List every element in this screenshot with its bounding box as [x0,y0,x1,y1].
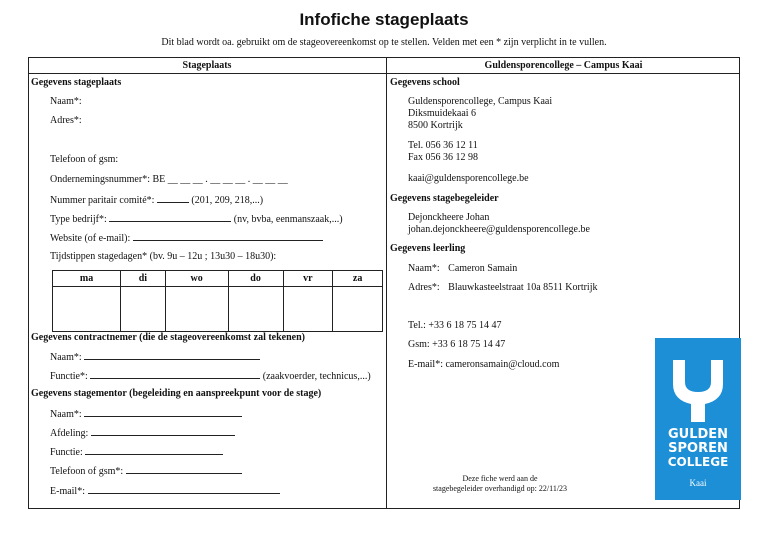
website-field [50,231,323,245]
mentor-naam-line [84,407,242,417]
mentor-functie-label: Functie: [50,447,83,458]
ondernemingsnummer-field [50,174,288,186]
mentor-afdeling-line [91,426,235,436]
type-bedrijf-field [50,212,343,226]
mentor-email-line [88,484,280,494]
school-email: kaai@guldensporencollege.be [408,173,529,184]
contract-naam-field [50,350,260,364]
section-stageplaats: Gegevens stageplaats [31,77,122,88]
section-begeleider: Gegevens stagebegeleider [390,193,499,204]
stagedagen-header-row [53,271,383,287]
logo-text-sporen: SPOREN [668,441,728,456]
day-cell-za[interactable] [333,287,383,332]
logo-text-gulden: GULDEN [667,427,729,442]
contract-naam-label: Naam*: [50,352,82,363]
type-bedrijf-label: Type bedrijf*: [50,214,107,225]
school-logo [655,338,741,500]
paritair-hint: (201, 209, 218,...) [191,195,264,206]
mentor-functie-line [85,445,223,455]
contract-functie-line [90,369,260,379]
mentor-afdeling-label: Afdeling: [50,428,89,439]
leerling-email: E-mail*: cameronsamain@cloud.com [408,359,560,370]
day-cell-ma[interactable] [53,287,121,332]
school-tel: Tel. 056 36 12 11 [408,140,478,151]
section-leerling: Gegevens leerling [390,243,466,254]
left-column-header: Stageplaats [182,60,232,71]
mentor-email-label: E-mail*: [50,486,85,497]
day-cell-di[interactable] [121,287,165,332]
page-title: Infofiche stageplaats [299,10,469,29]
handover-note-line2: stagebegeleider overhandigd op: 22/11/23 [432,484,568,493]
day-vr: vr [283,271,333,287]
day-cell-do[interactable] [228,287,283,332]
ondernemingsnummer-blanks: __ __ __ . __ __ __ . __ __ __ [167,174,288,185]
begeleider-name: Dejonckheere Johan [408,212,490,223]
school-street: Diksmuidekaai 6 [408,108,477,119]
column-divider [386,57,387,509]
leerling-naam-value: Cameron Samain [448,263,518,274]
begeleider-email: johan.dejonckheere@guldensporencollege.be [408,224,590,235]
contract-functie-field [50,369,371,383]
paritair-label: Nummer paritair comité*: [50,195,155,206]
mentor-telefoon-label: Telefoon of gsm*: [50,466,124,477]
day-ma: ma [53,271,121,287]
day-za: za [333,271,383,287]
paritair-field [50,193,263,207]
leerling-adres-field [408,282,597,294]
leerling-adres-value: Blauwkasteelstraat 10a 8511 Kortrijk [448,282,598,293]
section-stagementor: Gegevens stagementor (begeleiding en aanspreekpunt voor de stage) [31,388,322,399]
day-wo: wo [165,271,228,287]
day-di: di [121,271,165,287]
mentor-email-field [50,484,280,498]
section-school: Gegevens school [390,77,460,88]
type-bedrijf-line [109,212,231,222]
mentor-afdeling-field [50,426,235,440]
school-name: Guldensporencollege, Campus Kaai [408,96,553,107]
header-divider [28,73,740,74]
logo-text-kaai: Kaai [689,478,707,488]
contract-functie-hint: (zaakvoerder, technicus,...) [262,371,371,382]
adres-label: Adres*: [50,115,82,126]
mentor-functie-field [50,445,223,459]
right-column-header: Guldensporencollege – Campus Kaai [484,60,643,71]
website-line [133,231,323,241]
website-label: Website (of e-mail): [50,233,131,244]
school-fax: Fax 056 36 12 98 [408,152,478,163]
leerling-naam-field [408,263,517,275]
mentor-telefoon-line [126,464,242,474]
ondernemingsnummer-label: Ondernemingsnummer*: BE [50,174,166,185]
school-city: 8500 Kortrijk [408,120,463,131]
stagedagen-table [52,270,383,332]
section-contractnemer: Gegevens contractnemer (die de stageovereenkomst zal tekenen) [31,332,306,343]
mentor-telefoon-field [50,464,242,478]
day-do: do [228,271,283,287]
tijdstippen-label: Tijdstippen stagedagen* (bv. 9u – 12u ; 13u30 – 18u30): [50,251,277,262]
logo-emblem-icon [655,338,741,428]
leerling-tel: Tel.: +33 6 18 75 14 47 [408,320,502,331]
handover-note-line1: Deze fiche werd aan de [462,474,538,483]
contract-functie-label: Functie*: [50,371,88,382]
logo-text-college: COLLEGE [667,455,729,469]
leerling-naam-label: Naam*: [408,263,440,274]
mentor-naam-label: Naam*: [50,409,82,420]
stagedagen-input-row [53,287,383,332]
leerling-gsm: Gsm: +33 6 18 75 14 47 [408,339,506,350]
telefoon-label: Telefoon of gsm: [50,154,119,165]
day-cell-wo[interactable] [165,287,228,332]
contract-naam-line [84,350,260,360]
type-bedrijf-hint: (nv, bvba, eenmanszaak,...) [233,214,343,225]
naam-label: Naam*: [50,96,82,107]
leerling-adres-label: Adres*: [408,282,440,293]
page-subtitle: Dit blad wordt oa. gebruikt om de stageovereenkomst op te stellen. Velden met een * zijn verplicht in te vullen. [161,37,607,48]
day-cell-vr[interactable] [283,287,333,332]
mentor-naam-field [50,407,242,421]
paritair-line [157,193,189,203]
